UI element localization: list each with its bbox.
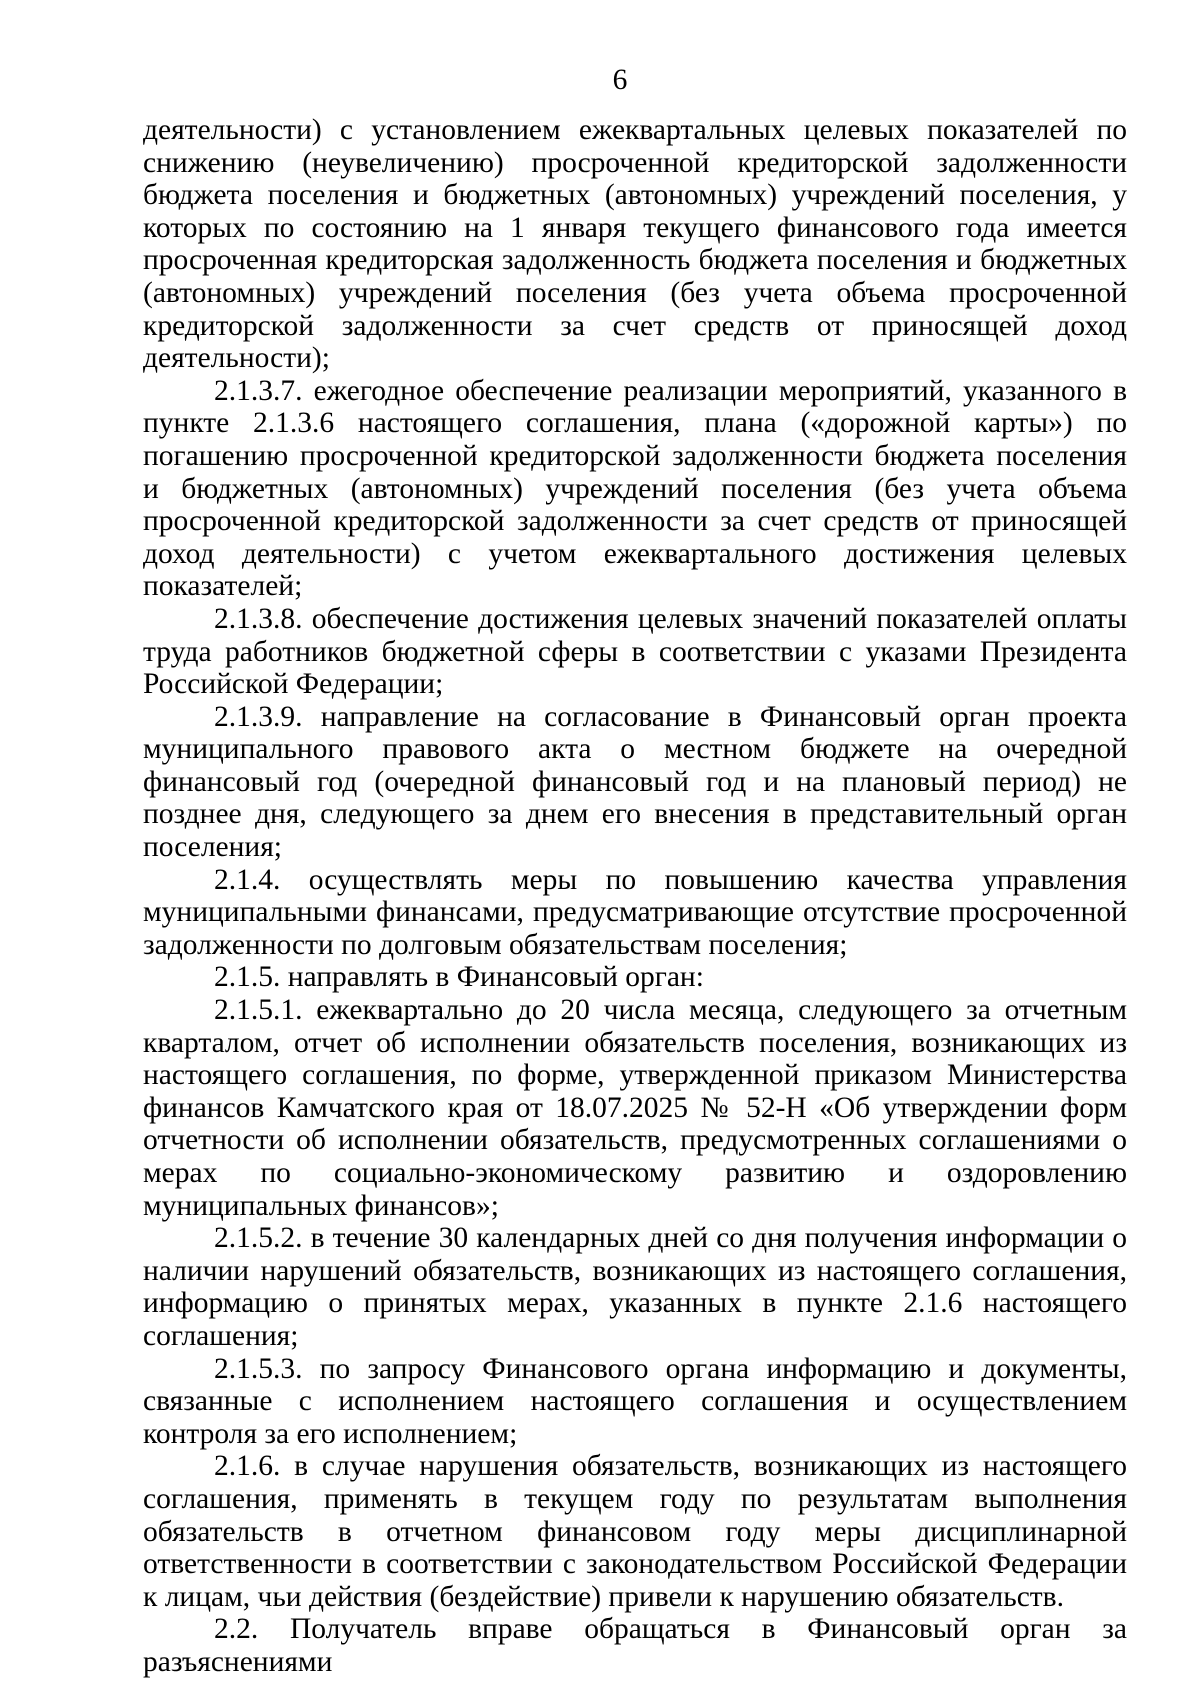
paragraph-2-1-5-1: 2.1.5.1. ежеквартально до 20 числа месяца, следующего за отчетным кварталом, отчет об исполнении обязательств поселения, возникающих из настоящего соглашения, по форме, утвержденной приказом Министерства финансов Камчатского края от 18.07.2025 № 52-Н «Об утверждении форм отчетности об исполнении обязательств, предусмотренных соглашениями о мерах по социально-экономическому развитию и оздоровлению муниципальных финансов»; (143, 994, 1127, 1222)
paragraph-2-2: 2.2. Получатель вправе обращаться в Финансовый орган за разъяснениями (143, 1613, 1127, 1678)
paragraph-2-1-3-9: 2.1.3.9. направление на согласование в Финансовый орган проекта муниципального правового акта о местном бюджете на очередной финансовый год (очередной финансовый год и на плановый период) не позднее дня, следующего за днем его внесения в представительный орган поселения; (143, 700, 1127, 864)
paragraph-2-1-5-2: 2.1.5.2. в течение 30 календарных дней со дня получения информации о наличии нарушений обязательств, возникающих из настоящего соглашения, информацию о принятых мерах, указанных в пункте 2.1.6 настоящего соглашения; (143, 1222, 1127, 1352)
paragraph-2-1-3-7: 2.1.3.7. ежегодное обеспечение реализации мероприятий, указанного в пункте 2.1.3.6 настоящего соглашения, плана («дорожной карты») по погашению просроченной кредиторской задолженности бюджета поселения и бюджетных (автономных) учреждений поселения (без учета объема просроченной кредиторской задолженности за счет средств от приносящей доход деятельности) с учетом ежеквартального достижения целевых показателей; (143, 374, 1127, 603)
document-body (143, 114, 1127, 1679)
paragraph-2-1-5: 2.1.5. направлять в Финансовый орган: (214, 961, 704, 994)
paragraph-2-1-3-8: 2.1.3.8. обеспечение достижения целевых значений показателей оплаты труда работников бюджетной сферы в соответствии с указами Президента Российской Федерации; (143, 602, 1127, 701)
paragraph-2-1-4: 2.1.4. осуществлять меры по повышению качества управления муниципальными финансами, предусматривающие отсутствие просроченной задолженности по долговым обязательствам поселения; (143, 863, 1127, 961)
paragraph-continuation: деятельности) с установлением ежеквартальных целевых показателей по снижению (неувеличению) просроченной кредиторской задолженности бюджета поселения и бюджетных (автономных) учреждений поселения, у которых по состоянию на 1 января текущего финансового года имеется просроченная кредиторская задолженность бюджета поселения и бюджетных (автономных) учреждений поселения (без учета объема просроченной кредиторской задолженности за счет средств от приносящей доход деятельности); (143, 114, 1127, 375)
paragraph-2-1-5-3: 2.1.5.3. по запросу Финансового органа информацию и документы, связанные с исполнением настоящего соглашения и осуществлением контроля за его исполнением; (143, 1352, 1127, 1450)
page-number: 6 (612, 64, 628, 96)
paragraph-2-1-6: 2.1.6. в случае нарушения обязательств, возникающих из настоящего соглашения, применять в текущем году по результатам выполнения обязательств в отчетном финансовом году меры дисциплинарной ответственности в соответствии с законодательством Российской Федерации к лицам, чьи действия (бездействие) привели к нарушению обязательств. (143, 1450, 1127, 1613)
